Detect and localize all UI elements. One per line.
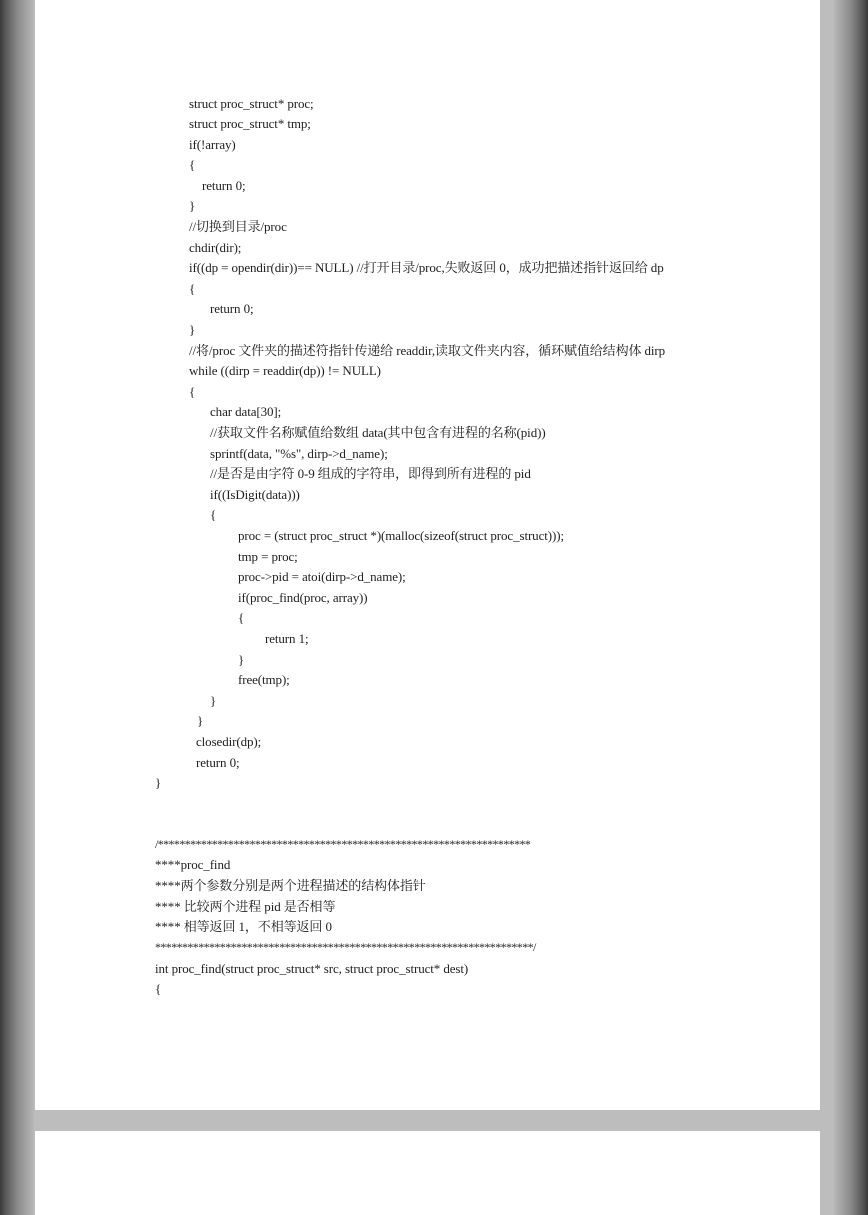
code-line: return 0;: [202, 178, 246, 193]
code-line: //切换到目录/proc: [189, 219, 287, 234]
code-line: {: [189, 157, 196, 172]
code-line: }: [189, 322, 196, 337]
code-line: proc = (struct proc_struct *)(malloc(sizeof(struct proc_struct)));: [238, 528, 564, 543]
code-line: while ((dirp = readdir(dp)) != NULL): [189, 363, 381, 378]
code-line: //获取文件名称赋值给数组 data(其中包含有进程的名称(pid)): [210, 425, 546, 440]
code-line: {: [210, 507, 217, 522]
code-line: return 0;: [196, 755, 240, 770]
code-line: free(tmp);: [238, 672, 290, 687]
code-line: }: [155, 775, 162, 790]
code-line: ****proc_find: [155, 857, 231, 872]
code-line: if(!array): [189, 137, 236, 152]
code-line: return 0;: [210, 301, 254, 316]
code-line: //将/proc 文件夹的描述符指针传递给 readdir,读取文件夹内容，循环赋值给结构体 dirp: [189, 343, 666, 358]
code-line: /*********************************************************************: [155, 837, 531, 851]
code-line: }: [189, 198, 196, 213]
code-line: struct proc_struct* tmp;: [189, 116, 311, 131]
code-line: sprintf(data, "%s", dirp->d_name);: [210, 446, 388, 461]
code-line: tmp = proc;: [238, 549, 298, 564]
code-line: }: [210, 693, 217, 708]
code-line: if((IsDigit(data))): [210, 487, 300, 502]
code-line: **********************************************************************/: [155, 940, 536, 954]
code-line: proc->pid = atoi(dirp->d_name);: [238, 569, 406, 584]
code-line: **** 比较两个进程 pid 是否相等: [155, 899, 336, 914]
code-line: **** 相等返回 1，不相等返回 0: [155, 919, 332, 934]
code-line: }: [238, 652, 245, 667]
code-line: closedir(dp);: [196, 734, 262, 749]
code-line: struct proc_struct* proc;: [189, 96, 314, 111]
code-line: {: [189, 281, 196, 296]
code-line: chdir(dir);: [189, 240, 242, 255]
code-line: {: [189, 384, 196, 399]
code-line: char data[30];: [210, 404, 282, 419]
code-line: //是否是由字符 0-9 组成的字符串，即得到所有进程的 pid: [210, 466, 531, 481]
code-line: if(proc_find(proc, array)): [238, 590, 368, 605]
code-line: {: [238, 610, 245, 625]
code-line: if((dp = opendir(dir))== NULL) //打开目录/proc,失败返回 0，成功把描述指针返回给 dp: [189, 260, 664, 275]
code-line: ****两个参数分别是两个进程描述的结构体指针: [155, 878, 426, 893]
code-line: {: [155, 981, 162, 996]
code-line: int proc_find(struct proc_struct* src, struct proc_struct* dest): [155, 961, 469, 976]
code-line: return 1;: [265, 631, 309, 646]
document-page-1: [35, 0, 820, 1110]
document-page-2: [35, 1131, 820, 1215]
code-line: }: [197, 713, 204, 728]
